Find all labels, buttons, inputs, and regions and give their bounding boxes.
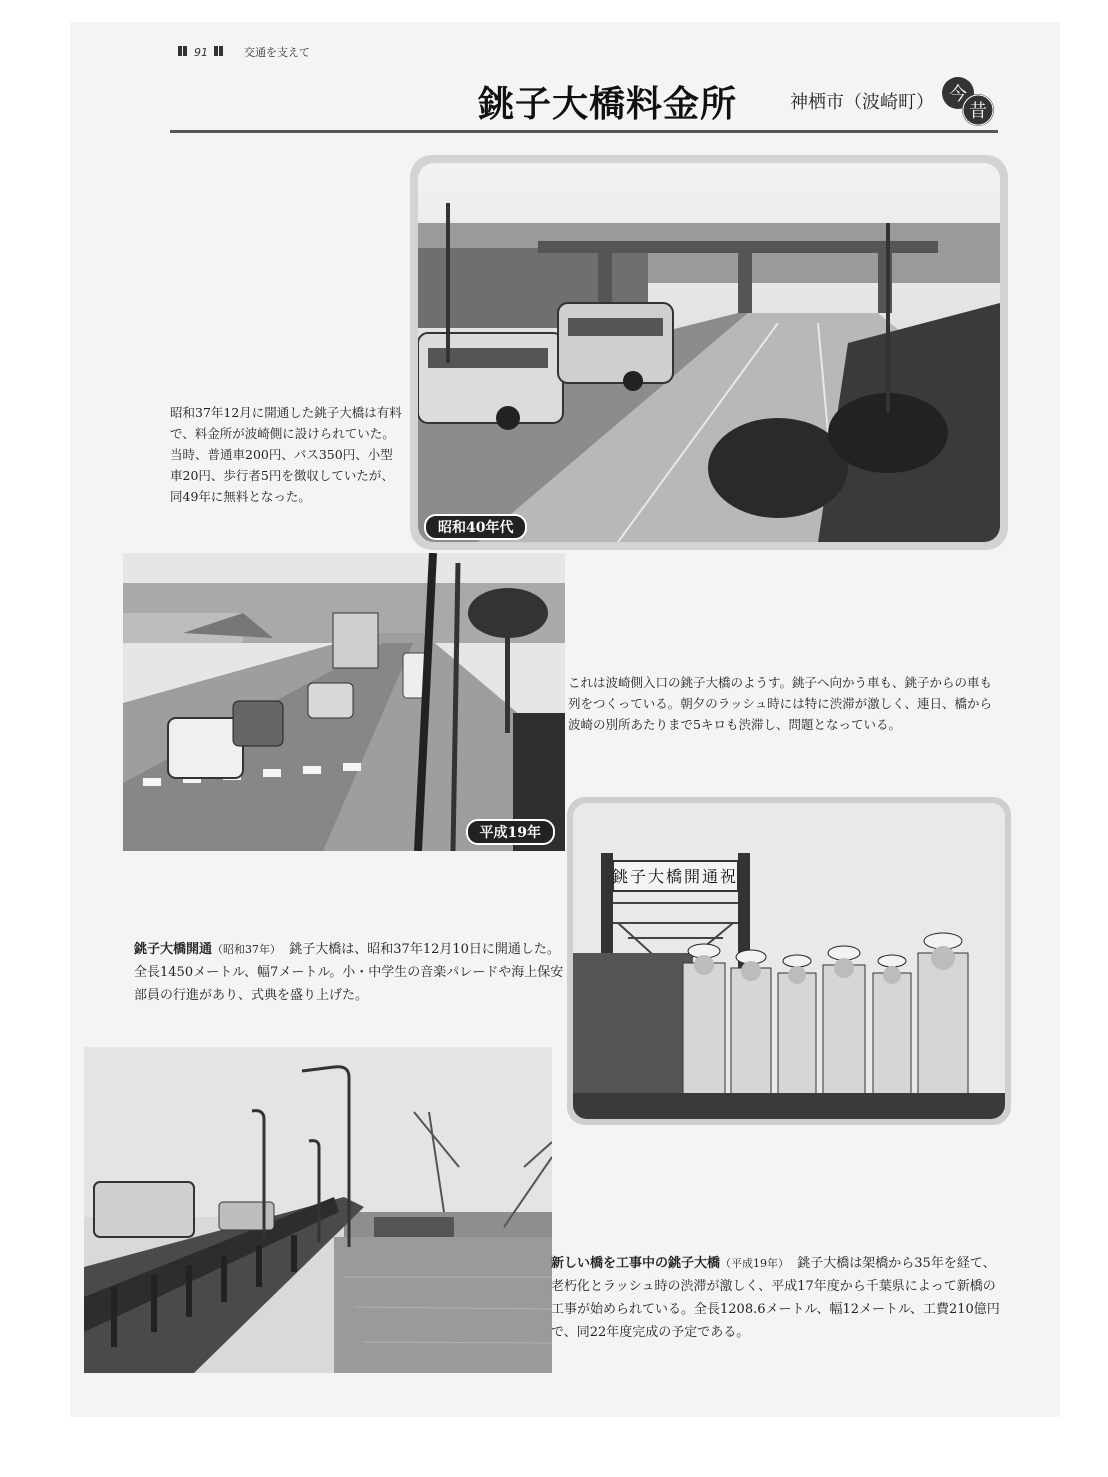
parade-photo-icon	[573, 803, 1005, 1119]
section-title: 交通を支えて	[244, 46, 310, 59]
new-bridge-construction-photo-icon	[84, 1047, 552, 1373]
photo-toll-gate	[410, 155, 1008, 550]
photo-opening-parade	[567, 797, 1011, 1125]
caption-current-entrance: これは波崎側入口の銚子大橋のようす。銚子へ向かう車も、銚子からの車も列をつくっている。朝夕のラッシュ時には特に渋滞が激しく、連日、橋から波崎の別所あたりまで5キロも渋滞し、問題となっている。	[568, 675, 993, 732]
street-traffic-photo-icon	[123, 553, 565, 851]
page-title: 銚子大橋料金所	[478, 84, 738, 125]
badge-bottom-char: 昔	[969, 101, 987, 122]
photo-street-traffic	[123, 553, 565, 851]
page-number: 91	[194, 45, 208, 59]
parade-banner-text: 銚子大橋開通祝	[611, 867, 739, 886]
running-header	[178, 44, 310, 60]
badge-top-char: 今	[949, 84, 967, 105]
caption-new-bridge-body: 銚子大橋は架橋から35年を経て、老朽化とラッシュ時の渋滞が激しく、平成17年度から千葉県によって新橋の工事が始められている。全長1208.6メートル、幅12メートル、工費210億円で、同22年度完成の予定である。	[551, 1256, 1000, 1340]
caption-toll-history: 昭和37年12月に開通した銚子大橋は有料で、料金所が波崎側に設けられていた。当時、普通車200円、バス350円、小型車20円、歩行者5円を徴収していたが、同49年に無料となった。	[170, 405, 402, 504]
caption-new-bridge-date: （平成19年）	[720, 1257, 790, 1270]
toll-gate-photo-icon	[418, 163, 1000, 542]
location-label: 神栖市（波崎町）	[790, 92, 934, 113]
caption-opening	[134, 938, 564, 1007]
caption-opening-head: 銚子大橋開通	[134, 942, 213, 957]
header-marker-icon	[178, 46, 188, 59]
now-then-badge-icon	[940, 76, 996, 128]
era-label-showa40: 昭和40年代	[424, 514, 527, 540]
photo-new-bridge-construction	[84, 1047, 552, 1373]
caption-opening-body: 銚子大橋は、昭和37年12月10日に開通した。全長1450メートル、幅7メートル。小・中学生の音楽パレードや海上保安部員の行進があり、式典を盛り上げた。	[134, 942, 564, 1003]
caption-new-bridge-head: 新しい橋を工事中の銚子大橋	[551, 1256, 721, 1271]
title-rule	[170, 130, 998, 133]
header-marker-icon	[214, 46, 224, 59]
caption-new-bridge	[551, 1252, 1003, 1344]
era-label-heisei19: 平成19年	[466, 819, 555, 845]
caption-opening-date: （昭和37年）	[212, 943, 282, 956]
